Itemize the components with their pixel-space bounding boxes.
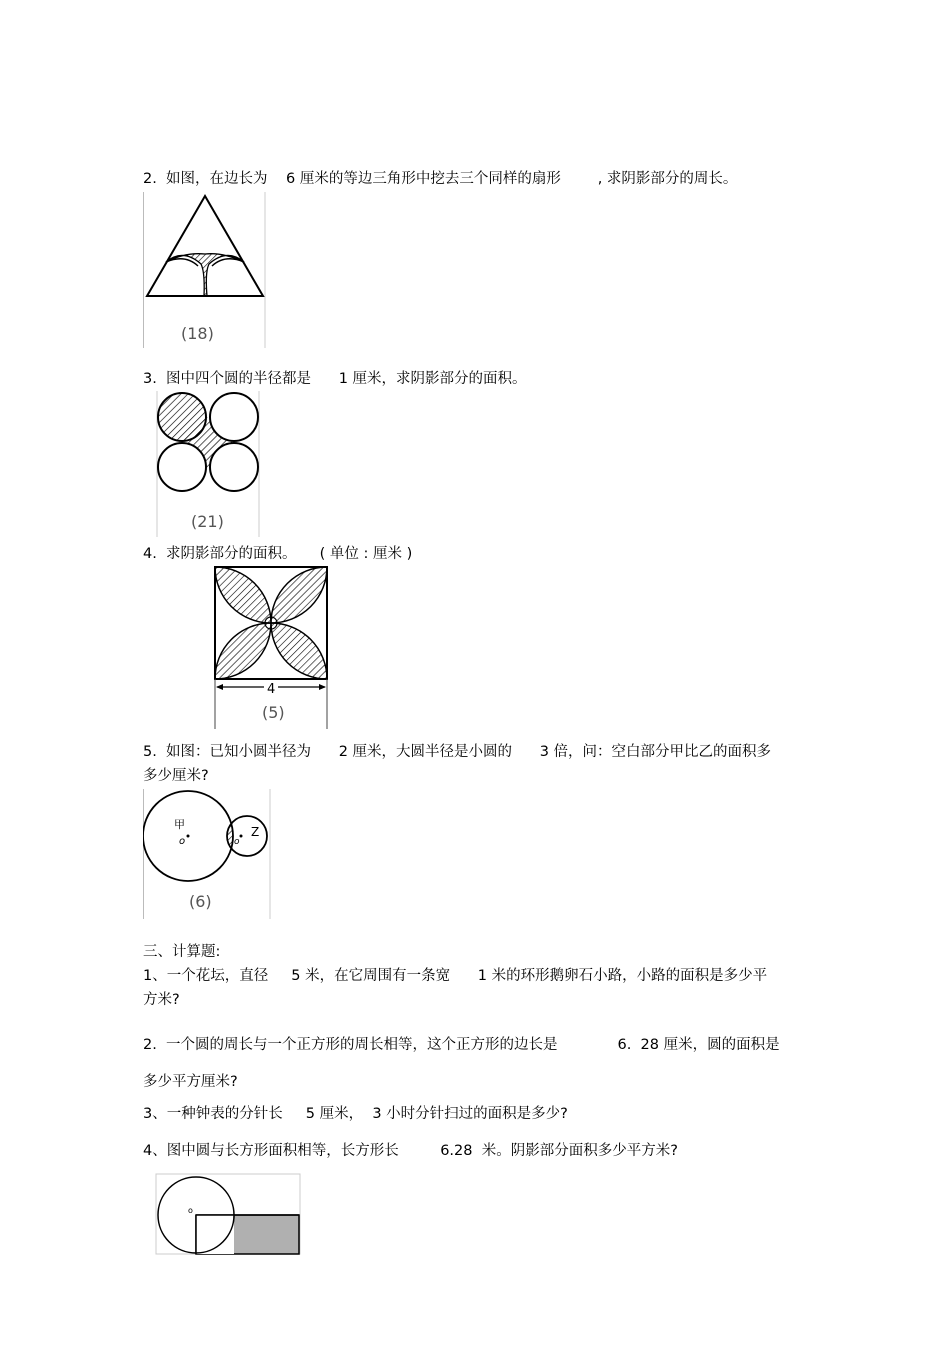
s3-figure-label-o: o [188,1206,193,1215]
section3-heading: 三、计算题: [143,944,221,960]
q4-caption: (5) [262,703,285,722]
q5-text-line2: 多少厘米? [143,768,209,784]
s3-problem4: 4、图中圆与长方形面积相等，长方形长 6.28 米。阴影部分面积多少平方米? [143,1143,678,1159]
q3-four-circles-figure [155,391,263,539]
q4-dimension-label: 4 [267,682,276,697]
q3-caption: (21) [191,512,224,531]
q5-label-o-big: o [179,836,186,847]
s3-problem1-line1: 1、一个花坛，直径 5 米，在它周围有一条宽 1 米的环形鹅卵石小路，小路的面积是多少平 [143,968,768,984]
q4-text: 4. 求阴影部分的面积。 ( 单位 : 厘米 ) [143,546,413,562]
q5-two-circles-figure [143,789,273,920]
q2-text: 2. 如图，在边长为 6 厘米的等边三角形中挖去三个同样的扇形 , 求阴影部分的周长。 [143,171,738,187]
q5-label-o-small: o [234,837,240,847]
q5-label-jia: 甲 [174,818,185,831]
s3-problem3: 3、一种钟表的分针长 5 厘米， 3 小时分针扫过的面积是多少? [143,1106,568,1122]
s3-problem2-line2: 多少平方厘米? [143,1074,238,1090]
q4-leaf-square-figure [212,565,330,731]
s3-problem1-line2: 方米? [143,992,180,1008]
q5-caption: (6) [189,892,212,911]
s3-problem2-line1: 2. 一个圆的周长与一个正方形的周长相等，这个正方形的边长是 6. 28 厘米，圆的面积是 [143,1037,780,1053]
q5-text-line1: 5. 如图：已知小圆半径为 2 厘米，大圆半径是小圆的 3 倍，问：空白部分甲比乙的面积多 [143,744,772,760]
q2-caption: (18) [181,324,214,343]
q5-label-yi: Z [251,825,260,839]
q3-text: 3. 图中四个圆的半径都是 1 厘米，求阴影部分的面积。 [143,371,527,387]
s3-circle-rectangle-figure [155,1173,303,1257]
q2-triangle-figure [143,192,267,350]
